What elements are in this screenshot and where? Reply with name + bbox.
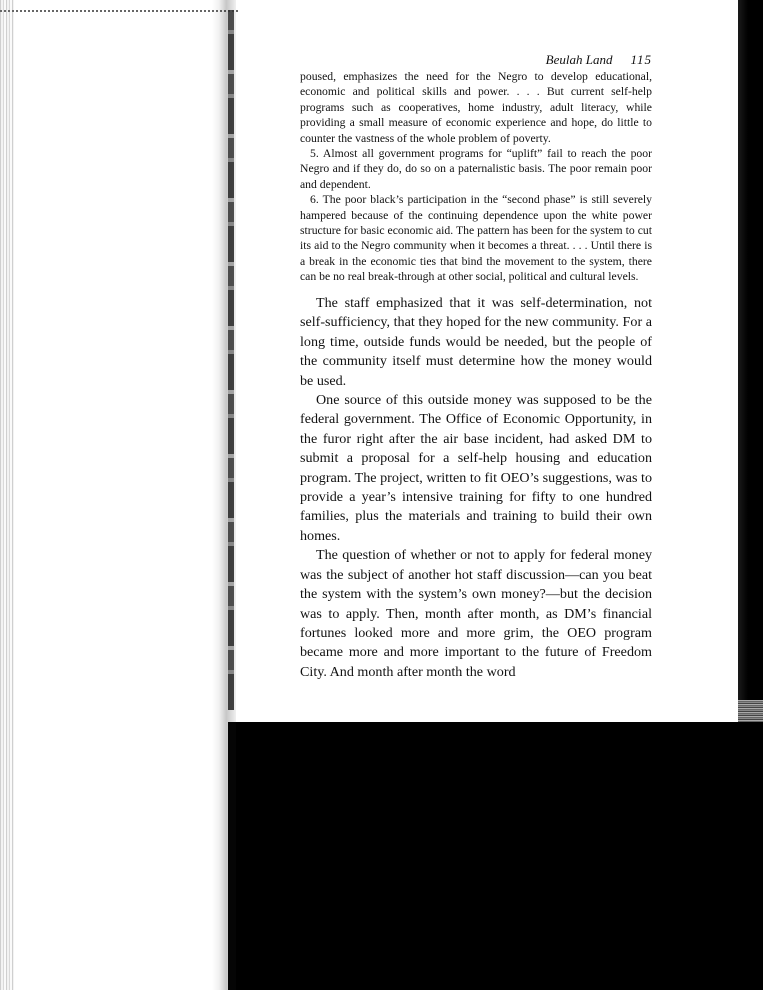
- scan-bottom-black-area: [236, 722, 763, 990]
- page-number: 115: [630, 52, 652, 67]
- block-quote: [300, 69, 652, 285]
- body-paragraph: The staff emphasized that it was self-determination, not self-sufficiency, that they hoped for the new community. For a long time, outside funds would be needed, but the people of the community itself must determine how the money would be used.: [300, 295, 652, 389]
- body-paragraph: One source of this outside money was supposed to be the federal government. The Office of Economic Opportunity, in the furor right after the air base incident, had asked DM to submit a proposal for a self-help housing and education program. The project, written to fit OEO’s suggestions, was to provide a year’s intensive training for fifty to one hundred families, plus the materials and training to build their own homes.: [300, 392, 652, 544]
- scan-left-margin: [0, 0, 14, 990]
- quote-paragraph: 6. The poor black’s participation in the “second phase” is still severely hampered because of the continuing dependence upon the white power structure for basic economic aid. The pattern has been for the system to cut its aid to the Negro community when it becomes a threat. . . . Until there is a break in the economic ties that bind the movement to the system, there can be no real break-through at other social, political and cultural levels.: [300, 193, 652, 284]
- book-spine-edge: [228, 10, 234, 710]
- running-head: [278, 52, 652, 68]
- body-text: [300, 294, 652, 682]
- quote-paragraph: poused, emphasizes the need for the Negro to develop educational, economic and political skills and power. . . . But current self-help programs such as cooperatives, home industry, adult literacy, while providing a small measure of economic experience and hope, do little to counter the vastness of the whole problem of poverty.: [300, 70, 652, 145]
- running-head-title: Beulah Land: [545, 52, 613, 67]
- quote-paragraph: 5. Almost all government programs for “uplift” fail to reach the poor Negro and if they do, do so on a paternalistic basis. The poor remain poor and dependent.: [300, 147, 652, 191]
- body-paragraph: The question of whether or not to apply for federal money was the subject of another hot staff discussion—can you beat the system with the system’s own money?—but the decision was to apply. Then, month after month, as DM’s financial fortunes looked more and more grim, the OEO program became more and more important to the future of Freedom City. And month after month the word: [300, 547, 652, 680]
